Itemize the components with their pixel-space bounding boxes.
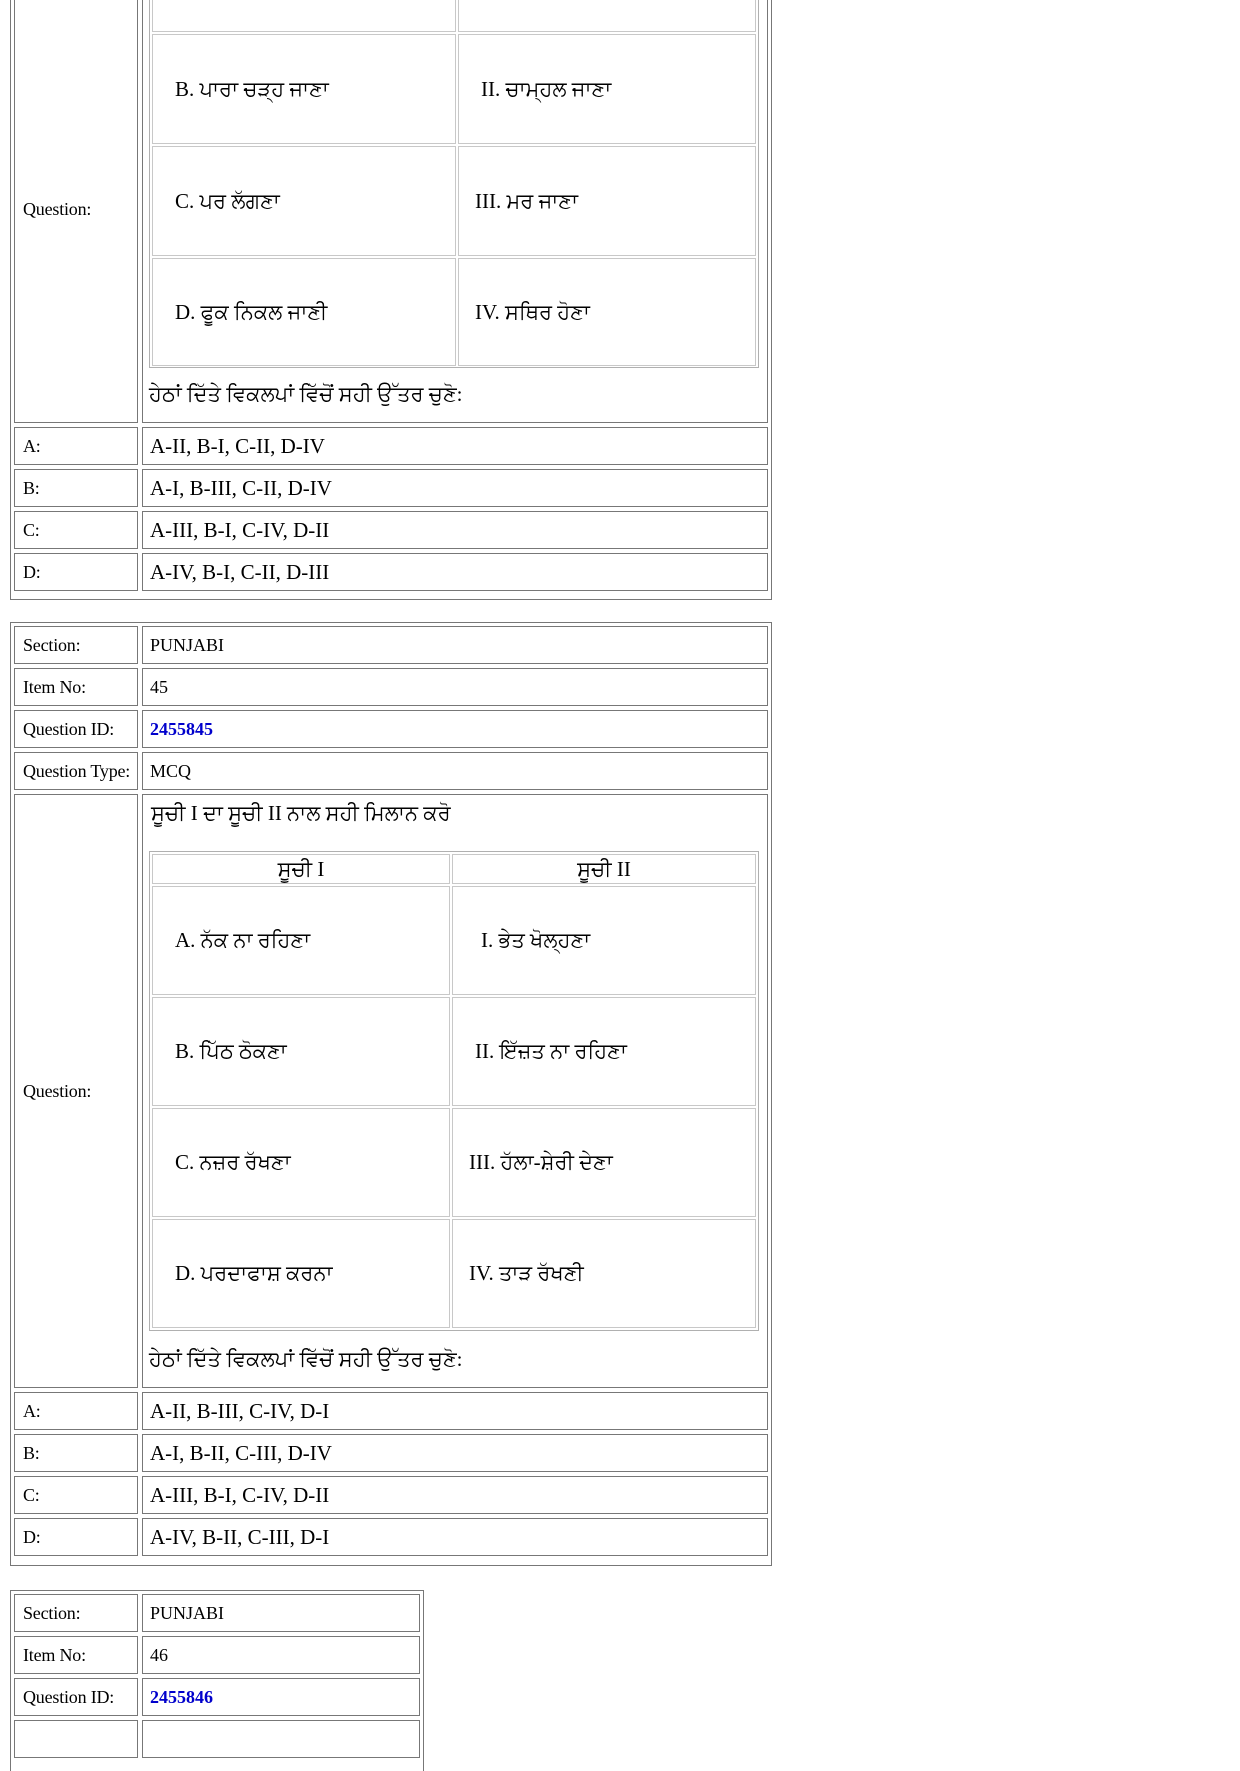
option-a-label: A: bbox=[14, 1392, 138, 1430]
match-text: C. ਪਰ ਲੱਗਣਾ bbox=[175, 188, 280, 213]
section-label: Section: bbox=[14, 626, 138, 664]
section-value: PUNJABI bbox=[142, 626, 768, 664]
match-cell bbox=[458, 0, 756, 32]
option-a-label: A: bbox=[14, 427, 138, 465]
item-no-label: Item No: bbox=[14, 668, 138, 706]
column-header-list-1: ਸੂਚੀ I bbox=[152, 854, 450, 884]
question-id-value: 2455846 bbox=[142, 1678, 420, 1716]
match-cell-left: C. ਨਜ਼ਰ ਰੱਖਣਾ bbox=[152, 1108, 450, 1217]
match-cell-left: A. ਨੱਕ ਨਾ ਰਹਿਣਾ bbox=[152, 886, 450, 995]
item-no-value: 46 bbox=[142, 1636, 420, 1674]
next-row-value bbox=[142, 1720, 420, 1758]
match-text: B. ਪਾਰਾ ਚੜ੍ਹ ਜਾਣਾ bbox=[175, 76, 329, 101]
option-d-label: D: bbox=[14, 1518, 138, 1556]
question-id-value: 2455845 bbox=[142, 710, 768, 748]
question-id-label: Question ID: bbox=[14, 1678, 138, 1716]
match-cell-left: B. ਪਿੱਠ ਠੋਕਣਾ bbox=[152, 997, 450, 1106]
question-id-label: Question ID: bbox=[14, 710, 138, 748]
match-text: D. ਫੂਕ ਨਿਕਲ ਜਾਣੀ bbox=[175, 299, 328, 324]
match-text: IV. ਸਥਿਰ ਹੋਣਾ bbox=[475, 299, 590, 324]
match-cell-left bbox=[152, 258, 456, 366]
match-cell-right: III. ਹੱਲਾ-ਸ਼ੇਰੀ ਦੇਣਾ bbox=[452, 1108, 756, 1217]
question-block-46 bbox=[10, 1590, 424, 1771]
next-row-label bbox=[14, 1720, 138, 1758]
option-c-label: C: bbox=[14, 511, 138, 549]
option-b-label: B: bbox=[14, 1434, 138, 1472]
match-cell-left bbox=[152, 34, 456, 144]
option-d-label: D: bbox=[14, 553, 138, 591]
item-no-value: 45 bbox=[142, 668, 768, 706]
match-cell-right: IV. ਤਾੜ ਰੱਖਣੀ bbox=[452, 1219, 756, 1328]
option-b-label: B: bbox=[14, 469, 138, 507]
match-cell-left bbox=[152, 146, 456, 256]
option-b-value: A-I, B-III, C-II, D-IV bbox=[142, 469, 768, 507]
question-content bbox=[142, 0, 768, 423]
question-type-label: Question Type: bbox=[14, 752, 138, 790]
option-c-label: C: bbox=[14, 1476, 138, 1514]
item-no-label: Item No: bbox=[14, 1636, 138, 1674]
option-d-value: A-IV, B-I, C-II, D-III bbox=[142, 553, 768, 591]
question-prompt: ਸੂਚੀ I ਦਾ ਸੂਚੀ II ਨਾਲ ਸਹੀ ਮਿਲਾਨ ਕਰੋ bbox=[151, 801, 451, 825]
match-text: III. ਮਰ ਜਾਣਾ bbox=[475, 188, 578, 213]
question-block-45 bbox=[10, 622, 772, 1566]
option-a-value: A-II, B-I, C-II, D-IV bbox=[142, 427, 768, 465]
option-c-value: A-III, B-I, C-IV, D-II bbox=[142, 1476, 768, 1514]
match-cell-right: II. ਇੱਜ਼ਤ ਨਾ ਰਹਿਣਾ bbox=[452, 997, 756, 1106]
match-cell-right bbox=[458, 34, 756, 144]
section-label: Section: bbox=[14, 1594, 138, 1632]
question-type-value: MCQ bbox=[142, 752, 768, 790]
match-cell bbox=[152, 0, 456, 32]
question-label: Question: bbox=[14, 0, 138, 423]
match-cell-right bbox=[458, 258, 756, 366]
instruction-text: ਹੇਠਾਂ ਦਿੱਤੇ ਵਿਕਲਪਾਂ ਵਿੱਚੋਂ ਸਹੀ ਉੱਤਰ ਚੁਣੋ: bbox=[149, 1347, 463, 1371]
match-cell-right: I. ਭੇਤ ਖੋਲ੍ਹਣਾ bbox=[452, 886, 756, 995]
match-text: II. ਚਾਮ੍ਹਲ ਜਾਣਾ bbox=[481, 76, 612, 101]
option-b-value: A-I, B-II, C-III, D-IV bbox=[142, 1434, 768, 1472]
question-label: Question: bbox=[14, 794, 138, 1388]
option-c-value: A-III, B-I, C-IV, D-II bbox=[142, 511, 768, 549]
match-cell-right bbox=[458, 146, 756, 256]
question-content bbox=[142, 794, 768, 1388]
match-cell-left: D. ਪਰਦਾਫਾਸ਼ ਕਰਨਾ bbox=[152, 1219, 450, 1328]
column-header-list-2: ਸੂਚੀ II bbox=[452, 854, 756, 884]
option-d-value: A-IV, B-II, C-III, D-I bbox=[142, 1518, 768, 1556]
question-block-44 bbox=[10, 0, 772, 600]
option-a-value: A-II, B-III, C-IV, D-I bbox=[142, 1392, 768, 1430]
section-value: PUNJABI bbox=[142, 1594, 420, 1632]
instruction-text: ਹੇਠਾਂ ਦਿੱਤੇ ਵਿਕਲਪਾਂ ਵਿੱਚੋਂ ਸਹੀ ਉੱਤਰ ਚੁਣੋ: bbox=[149, 382, 463, 406]
